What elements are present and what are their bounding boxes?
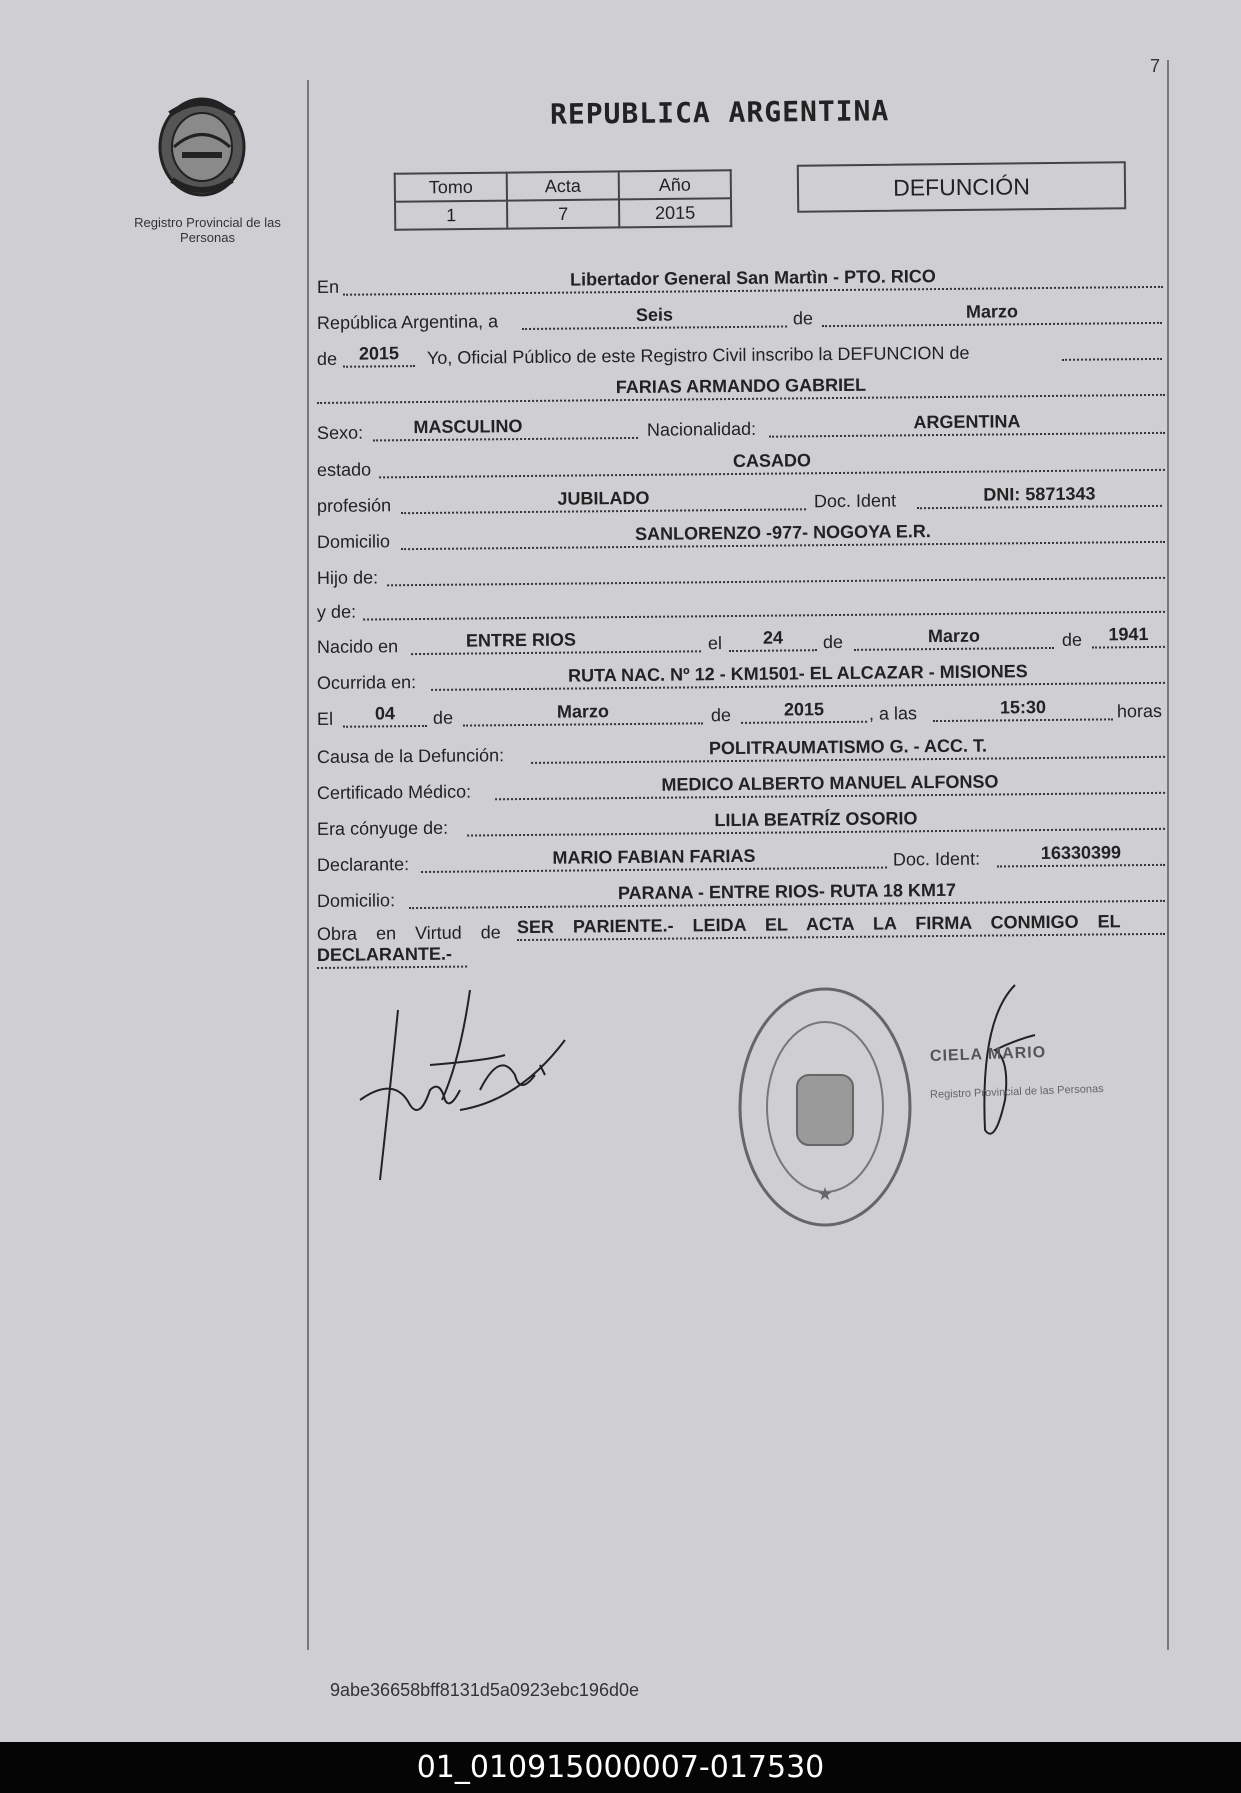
- tomo-value: 1: [395, 201, 507, 230]
- document-hash: 9abe36658bff8131d5a0923ebc196d0e: [330, 1680, 639, 1700]
- a-las-label: , a las: [868, 703, 918, 724]
- yde-label: y de:: [316, 601, 357, 622]
- en-value: Libertador General San Martìn - PTO. RICO: [569, 266, 936, 290]
- document-title: REPUBLICA ARGENTINA: [549, 94, 890, 131]
- sexo-value: MASCULINO: [413, 416, 523, 438]
- nacionalidad-value: ARGENTINA: [913, 411, 1021, 433]
- en-label: En: [316, 276, 340, 297]
- row-domicilio: [317, 519, 1167, 557]
- el-def-label: El: [316, 708, 334, 729]
- de-anio-label: de: [316, 348, 338, 369]
- certificado-label: Certificado Médico:: [316, 781, 472, 803]
- profesion-value: JUBILADO: [557, 487, 650, 509]
- row-fecha-inscripcion: [317, 300, 1167, 338]
- yde-field: [363, 587, 1165, 621]
- estado-value: CASADO: [732, 450, 812, 472]
- anio-header: Año: [619, 170, 731, 199]
- doc2-label: Doc. Ident:: [892, 848, 981, 870]
- registry-seal-icon: [735, 985, 915, 1230]
- document-type-box: DEFUNCIÓN: [797, 161, 1126, 212]
- row-obra-2: [317, 937, 1167, 975]
- ocurrida-label: Ocurrida en:: [316, 672, 417, 693]
- official-signature: [965, 980, 1045, 1150]
- registro-provincial-label: Registro Provincial de las Personas: [134, 215, 281, 245]
- republica-label: República Argentina, a: [316, 311, 499, 333]
- def-dia-value: 04: [374, 703, 396, 724]
- page-number: 7: [1150, 56, 1161, 76]
- de-def-anio-label: de: [710, 705, 732, 726]
- official-stamp-subtitle: Registro Provincial de las Personas: [929, 1082, 1104, 1102]
- obra-value: SER PARIENTE.- LEIDA EL ACTA LA FIRMA CONMIGO EL: [516, 911, 1121, 938]
- conyuge-value: LILIA BEATRÍZ OSORIO: [714, 808, 918, 831]
- svg-text:★: ★: [816, 1184, 834, 1204]
- province-coat-of-arms-icon: [152, 92, 252, 202]
- yo-field: [1062, 334, 1162, 361]
- domicilio2-value: PARANA - ENTRE RIOS- RUTA 18 KM17: [617, 879, 957, 904]
- tomo-header: Tomo: [395, 173, 507, 202]
- de-label: de: [792, 308, 814, 329]
- domicilio-label: Domicilio: [316, 531, 391, 552]
- de-nac-anio-label: de: [1061, 629, 1083, 650]
- row-causa: [317, 734, 1167, 772]
- declarante-label: Declarante:: [316, 854, 410, 875]
- nac-anio-value: 1941: [1108, 624, 1149, 645]
- declarant-signature: [350, 980, 580, 1190]
- row-sexo: [317, 410, 1167, 448]
- de-def-mes-label: de: [432, 707, 454, 728]
- nombre-value: FARIAS ARMANDO GABRIEL: [615, 374, 867, 398]
- anio-value: 2015: [358, 343, 400, 364]
- def-anio-value: 2015: [783, 699, 825, 720]
- record-table: [394, 169, 733, 231]
- nacido-value: ENTRE RIOS: [465, 629, 577, 651]
- causa-value: POLITRAUMATISMO G. - ACC. T.: [708, 735, 988, 759]
- obra2-value: DECLARANTE.-: [316, 943, 453, 965]
- hijo-field: [387, 553, 1165, 586]
- nacionalidad-label: Nacionalidad:: [646, 418, 757, 440]
- conyuge-label: Era cónyuge de:: [316, 817, 449, 839]
- acta-header: Acta: [507, 171, 619, 200]
- acta-value: 7: [507, 199, 619, 228]
- el-label: el: [707, 633, 723, 654]
- estado-label: estado: [316, 459, 372, 480]
- row-certificado: [317, 770, 1167, 808]
- nac-mes-value: Marzo: [927, 625, 981, 647]
- profesion-label: profesión: [316, 495, 392, 516]
- nacido-label: Nacido en: [316, 636, 399, 657]
- anio-value: 2015: [619, 198, 731, 227]
- ocurrida-value: RUTA NAC. Nº 12 - KM1501- EL ALCAZAR - MISIONES: [568, 661, 1028, 686]
- domicilio-value: SANLORENZO -977- NOGOYA E.R.: [634, 521, 931, 544]
- row-estado: [317, 447, 1167, 485]
- sexo-label: Sexo:: [316, 422, 364, 443]
- doc-value: DNI: 5871343: [983, 483, 1096, 505]
- row-ocurrida: [317, 660, 1167, 698]
- right-margin-line: [1167, 60, 1169, 1650]
- domicilio2-label: Domicilio:: [316, 890, 396, 911]
- footer-id-bar: 01_010915000007-017530: [0, 1742, 1241, 1793]
- dia-value: Seis: [635, 304, 674, 325]
- row-nacido: [317, 624, 1167, 662]
- row-en: [317, 264, 1167, 302]
- row-profesion: [317, 483, 1167, 521]
- hora-value: 15:30: [999, 697, 1047, 718]
- official-stamp-name: CIELA MARIO: [929, 1043, 1047, 1066]
- row-yo-oficial: [317, 336, 1167, 374]
- hijo-label: Hijo de:: [316, 567, 379, 588]
- left-margin-line: [307, 80, 309, 1650]
- horas-label: horas: [1116, 700, 1163, 722]
- certificado-value: MEDICO ALBERTO MANUEL ALFONSO: [661, 771, 999, 795]
- mes-value: Marzo: [965, 301, 1019, 322]
- row-nombre: [317, 372, 1167, 410]
- de-nac-mes-label: de: [822, 631, 844, 653]
- def-mes-value: Marzo: [556, 701, 610, 722]
- doc-label: Doc. Ident: [813, 490, 897, 512]
- nac-dia-value: 24: [762, 627, 784, 648]
- causa-label: Causa de la Defunción:: [316, 745, 505, 767]
- doc2-value: 16330399: [1040, 842, 1122, 864]
- declarante-value: MARIO FABIAN FARIAS: [552, 845, 756, 868]
- row-declarante: [317, 842, 1167, 880]
- row-yde: [317, 589, 1167, 627]
- obra-label: Obra en Virtud de: [316, 922, 501, 944]
- row-conyuge: [317, 806, 1167, 844]
- row-fecha-defuncion: [317, 696, 1167, 734]
- yo-oficial-label: Yo, Oficial Público de este Registro Civil inscribo la DEFUNCION de: [426, 342, 970, 368]
